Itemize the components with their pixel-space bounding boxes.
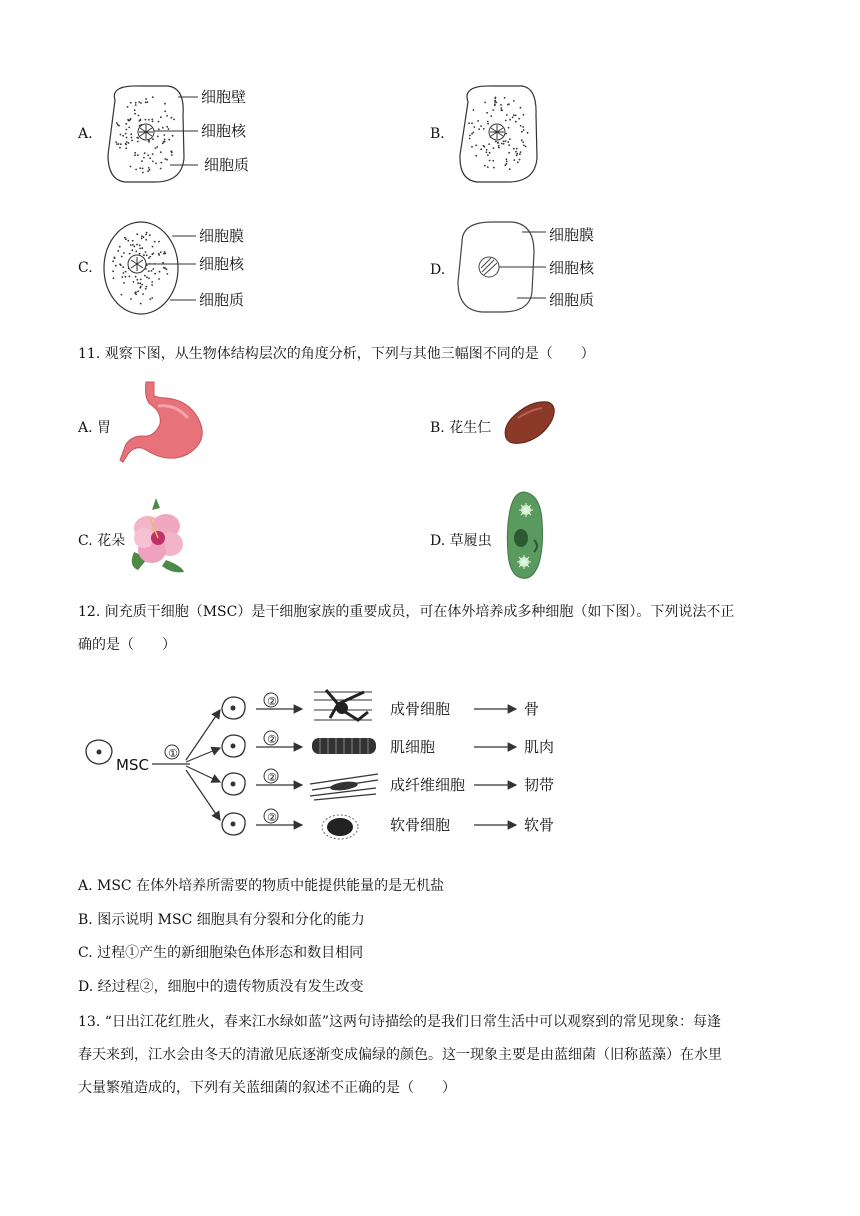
step2-label: ② <box>267 733 277 746</box>
q12-option-a: A. MSC 在体外培养所需要的物质中能提供能量的是无机盐 <box>78 878 445 894</box>
question-13-stem: 13. “日出江花红胜火，春来江水绿如蓝”这两句诗描绘的是我们日常生活中可以观察到的常见现象：每逢 春天来到，江水会由冬天的清澈见底逐渐变成偏绿的颜色。这一现象主要是由蓝细菌（旧称蓝藻）在水里 大量繁殖造成的，下列有关蓝细菌的叙述不正确的是（ ） <box>78 1014 722 1096</box>
differentiated-cell-label: 肌细胞 <box>390 738 436 756</box>
animal-cell-diagram-d <box>452 212 612 322</box>
step1-label: ① <box>168 747 178 760</box>
question-11-stem: 11. 观察下图，从生物体结构层次的角度分析，下列与其他三幅图不同的是（ ） <box>78 346 595 362</box>
msc-differentiation-diagram <box>78 680 578 850</box>
plant-cell-diagram-b <box>452 80 552 190</box>
label-nucleus: 细胞核 <box>201 122 247 140</box>
peanut-image <box>502 398 557 446</box>
differentiated-cell-label: 成骨细胞 <box>390 700 451 718</box>
option-letter-b: B. <box>430 126 445 142</box>
option-letter-d: D. <box>430 262 446 278</box>
tissue-label: 肌肉 <box>524 738 555 756</box>
label-cytoplasm: 细胞质 <box>204 156 250 174</box>
tissue-label: 软骨 <box>524 816 555 834</box>
q12-options <box>78 870 444 1004</box>
q11-option-a: A. 胃 <box>78 420 112 436</box>
q12-option-b: B. 图示说明 MSC 细胞具有分裂和分化的能力 <box>78 911 365 928</box>
chondrocyte-image <box>322 815 358 839</box>
fibroblast-image <box>310 774 378 800</box>
label-cell-wall: 细胞壁 <box>201 88 247 106</box>
differentiated-cell-label: 软骨细胞 <box>390 816 451 834</box>
stomach-image <box>118 378 213 468</box>
q11-option-b: B. 花生仁 <box>430 420 492 436</box>
step2-label: ② <box>267 771 277 784</box>
option-letter-a: A. <box>78 126 93 142</box>
animal-cell-diagram-c <box>100 216 280 326</box>
muscle-cell-image <box>312 738 376 754</box>
question-12-stem: 12. 间充质干细胞（MSC）是干细胞家族的重要成员，可在体外培养成多种细胞（如下图）。下列说法不正 确的是（ ） <box>78 604 735 653</box>
svg-text:细胞膜: 细胞膜 <box>199 227 245 245</box>
svg-text:细胞核: 细胞核 <box>199 255 245 273</box>
step2-label: ② <box>267 695 277 708</box>
q12-option-c: C. 过程①产生的新细胞染色体形态和数目相同 <box>78 945 364 961</box>
svg-text:细胞质: 细胞质 <box>199 291 245 309</box>
q11-option-c: C. 花朵 <box>78 533 126 549</box>
q12-option-d: D. 经过程②，细胞中的遗传物质没有发生改变 <box>78 978 364 995</box>
svg-text:细胞质: 细胞质 <box>549 291 595 309</box>
q11-option-d: D. 草履虫 <box>430 533 492 549</box>
tissue-label: 韧带 <box>524 776 555 794</box>
msc-label: MSC <box>116 756 149 774</box>
svg-text:细胞核: 细胞核 <box>549 259 595 277</box>
plant-cell-diagram-a <box>100 80 280 190</box>
svg-text:细胞膜: 细胞膜 <box>549 226 595 244</box>
paramecium-image <box>504 490 546 582</box>
differentiated-cell-label: 成纤维细胞 <box>390 776 466 794</box>
tissue-label: 骨 <box>524 700 540 718</box>
step2-label: ② <box>267 811 277 824</box>
osteoblast-image <box>314 690 372 720</box>
option-letter-c: C. <box>78 260 93 276</box>
flower-image <box>126 496 188 578</box>
